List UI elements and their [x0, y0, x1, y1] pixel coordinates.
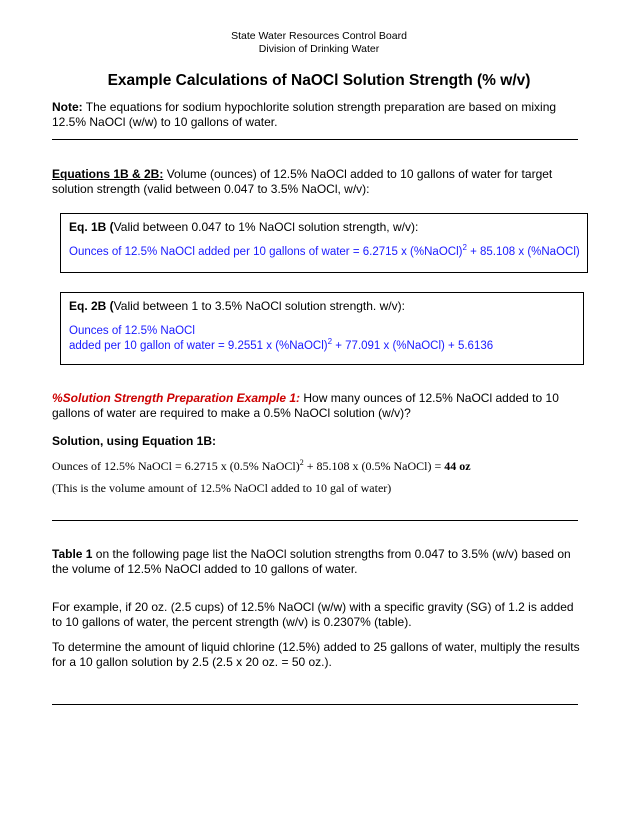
eq1b-label: Eq. 1B ( [69, 220, 114, 234]
eq1b-formula-b: + 85.108 x (%NaOCl) [466, 246, 580, 258]
note-text: The equations for sodium hypochlorite solution strength preparation are based on mixing 12.5% NaOCl (w/w) to 10 gallons of water. [52, 100, 557, 129]
note-label: Note: [52, 100, 83, 114]
calc-result: 44 oz [444, 459, 471, 473]
example-paragraph: For example, if 20 oz. (2.5 cups) of 12.5% NaOCl (w/w) with a specific gravity (SG) of 1.2 is added to 10 gallons of water, the percent strength (w/v) is 0.2307% (table). [52, 600, 574, 629]
table-reference [52, 547, 586, 577]
eq1b-box [60, 213, 588, 273]
solution-label: Solution, using Equation 1B: [52, 434, 216, 448]
eq2b-line1: Ounces of 12.5% NaOCl [69, 325, 195, 337]
table-text: on the following page list the NaOCl solution strengths from 0.047 to 3.5% (w/v) based on the volume of 12.5% NaOCl added to 10 gallons of water. [52, 547, 571, 576]
equations-text: Volume (ounces) of 12.5% NaOCl added to 10 gallons of water for target solution strength (valid between 0.047 to 3.5% NaOCl, w/v): [52, 167, 553, 196]
equations-intro [52, 167, 586, 197]
divider [52, 139, 578, 140]
example1-label: %Solution Strength Preparation Example 1: [52, 391, 301, 405]
eq2b-box [60, 292, 584, 365]
eq2b-desc: Valid between 1 to 3.5% NaOCl solution strength. w/v): [113, 299, 405, 313]
divider [52, 520, 578, 521]
eq2b-line2 [69, 337, 494, 352]
table-label: Table 1 [52, 547, 93, 561]
example1-calculation [52, 459, 471, 474]
determine-paragraph: To determine the amount of liquid chlorine (12.5%) added to 25 gallons of water, multiply the results for a 10 gallon solution by 2.5 (2.5 x 20 oz. = 50 oz.). [52, 640, 580, 669]
equations-label: Equations 1B & 2B: [52, 167, 164, 181]
eq1b-formula [69, 243, 580, 258]
example1-question [52, 391, 586, 421]
header-agency: State Water Resources Control Board [231, 30, 407, 42]
header-division: Division of Drinking Water [258, 43, 380, 55]
calc-b: + 85.108 x (0.5% NaOCl) = [303, 459, 445, 473]
eq2b-line2-b: + 77.091 x (%NaOCl) + 5.6136 [332, 340, 494, 352]
eq2b-sup: 2 [327, 337, 333, 347]
page-title: Example Calculations of NaOCl Solution Strength (% w/v) [107, 72, 531, 89]
eq1b-sup: 2 [462, 243, 467, 253]
eq2b-label: Eq. 2B ( [69, 299, 114, 313]
example1-calc-note: (This is the volume amount of 12.5% NaOCl added to 10 gal of water) [52, 481, 392, 495]
divider [52, 704, 578, 705]
eq1b-heading [69, 220, 418, 234]
example1-text: How many ounces of 12.5% NaOCl added to 10 gallons of water are required to make a 0.5% NaOCl solution (w/v)? [52, 391, 559, 420]
eq1b-formula-a: Ounces of 12.5% NaOCl added per 10 gallons of water = 6.2715 x (%NaOCl) [69, 246, 463, 258]
calc-a: Ounces of 12.5% NaOCl = 6.2715 x (0.5% NaOCl) [52, 459, 300, 473]
eq1b-desc: Valid between 0.047 to 1% NaOCl solution strength, w/v): [113, 220, 419, 234]
note-paragraph [52, 100, 586, 130]
eq2b-heading [69, 299, 405, 313]
eq2b-line2-a: added per 10 gallon of water = 9.2551 x (%NaOCl) [69, 340, 328, 352]
calc-sup: 2 [299, 458, 304, 467]
